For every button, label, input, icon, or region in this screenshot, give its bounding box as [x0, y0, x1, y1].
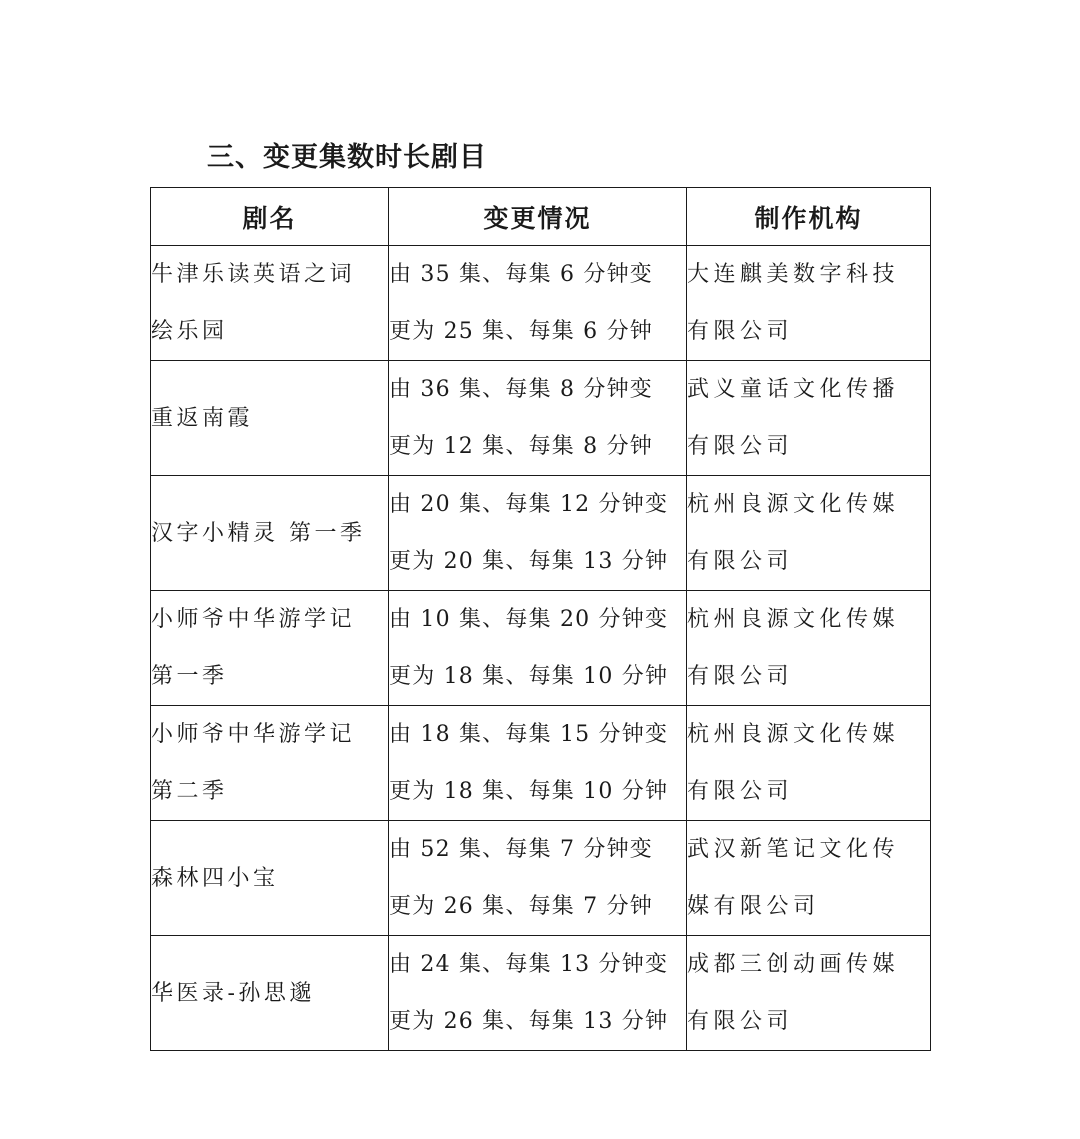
- program-name-cell: [151, 361, 389, 476]
- change-details-cell: [389, 821, 687, 936]
- production-company-line: 武义童话文化传播: [687, 377, 900, 402]
- change-details-line: 由 52 集、每集 7 分钟变: [389, 837, 653, 862]
- change-details-cell: [389, 476, 687, 591]
- table-row: [151, 361, 931, 476]
- program-name-line: 绘乐园: [151, 319, 228, 344]
- table-header-row: [151, 188, 931, 246]
- change-details-cell: [389, 591, 687, 706]
- production-company-cell: [687, 476, 931, 591]
- section-title: 三、变更集数时长剧目: [207, 142, 487, 173]
- change-details-line: 更为 26 集、每集 13 分钟: [389, 1009, 669, 1034]
- header-program-name: 剧名: [151, 188, 389, 246]
- program-name-line: 第二季: [151, 779, 228, 804]
- change-details-line: 更为 25 集、每集 6 分钟: [389, 319, 653, 344]
- production-company-line: 武汉新笔记文化传: [687, 837, 900, 862]
- production-company-line: 大连麒美数字科技: [687, 262, 900, 287]
- production-company-line: 有限公司: [687, 549, 794, 574]
- program-name-cell: [151, 936, 389, 1051]
- production-company-line: 媒有限公司: [687, 894, 820, 919]
- production-company-cell: [687, 591, 931, 706]
- production-company-line: 有限公司: [687, 664, 794, 689]
- program-name-line: 小师爷中华游学记: [151, 722, 356, 747]
- change-details-line: 由 35 集、每集 6 分钟变: [389, 262, 653, 287]
- production-company-line: 有限公司: [687, 779, 794, 804]
- production-company-line: 杭州良源文化传媒: [687, 722, 900, 747]
- header-change-details: 变更情况: [389, 188, 687, 246]
- program-name-line: 牛津乐读英语之词: [151, 262, 356, 287]
- program-name-line: 森林四小宝: [151, 865, 279, 891]
- production-company-line: 杭州良源文化传媒: [687, 492, 900, 517]
- change-details-line: 更为 26 集、每集 7 分钟: [389, 894, 653, 919]
- production-company-cell: [687, 361, 931, 476]
- change-details-line: 更为 12 集、每集 8 分钟: [389, 434, 653, 459]
- program-name-line: 重返南霞: [151, 405, 254, 431]
- change-details-line: 更为 18 集、每集 10 分钟: [389, 779, 669, 804]
- production-company-cell: [687, 936, 931, 1051]
- table-row: [151, 246, 931, 361]
- production-company-line: 有限公司: [687, 434, 794, 459]
- table-row: [151, 821, 931, 936]
- change-details-cell: [389, 936, 687, 1051]
- table-row: [151, 591, 931, 706]
- table-row: [151, 936, 931, 1051]
- production-company-cell: [687, 246, 931, 361]
- table-row: [151, 476, 931, 591]
- change-details-line: 由 10 集、每集 20 分钟变: [389, 607, 669, 632]
- change-details-line: 由 24 集、每集 13 分钟变: [389, 952, 669, 977]
- production-company-cell: [687, 821, 931, 936]
- production-company-cell: [687, 706, 931, 821]
- program-name-cell: [151, 706, 389, 821]
- change-details-cell: [389, 361, 687, 476]
- change-details-line: 由 20 集、每集 12 分钟变: [389, 492, 669, 517]
- program-name-line: 汉字小精灵 第一季: [151, 520, 366, 546]
- program-name-cell: [151, 591, 389, 706]
- change-details-cell: [389, 706, 687, 821]
- change-details-line: 更为 20 集、每集 13 分钟: [389, 549, 669, 574]
- change-details-line: 更为 18 集、每集 10 分钟: [389, 664, 669, 689]
- program-name-cell: [151, 476, 389, 591]
- change-details-line: 由 18 集、每集 15 分钟变: [389, 722, 669, 747]
- program-name-line: 华医录-孙思邈: [151, 980, 315, 1006]
- program-change-table: [150, 187, 931, 1051]
- program-name-cell: [151, 821, 389, 936]
- change-details-line: 由 36 集、每集 8 分钟变: [389, 377, 653, 402]
- program-name-cell: [151, 246, 389, 361]
- production-company-line: 有限公司: [687, 319, 794, 344]
- production-company-line: 杭州良源文化传媒: [687, 607, 900, 632]
- header-production-company: 制作机构: [687, 188, 931, 246]
- program-name-line: 小师爷中华游学记: [151, 607, 356, 632]
- table-row: [151, 706, 931, 821]
- change-details-cell: [389, 246, 687, 361]
- program-name-line: 第一季: [151, 664, 228, 689]
- production-company-line: 成都三创动画传媒: [687, 952, 900, 977]
- production-company-line: 有限公司: [687, 1009, 794, 1034]
